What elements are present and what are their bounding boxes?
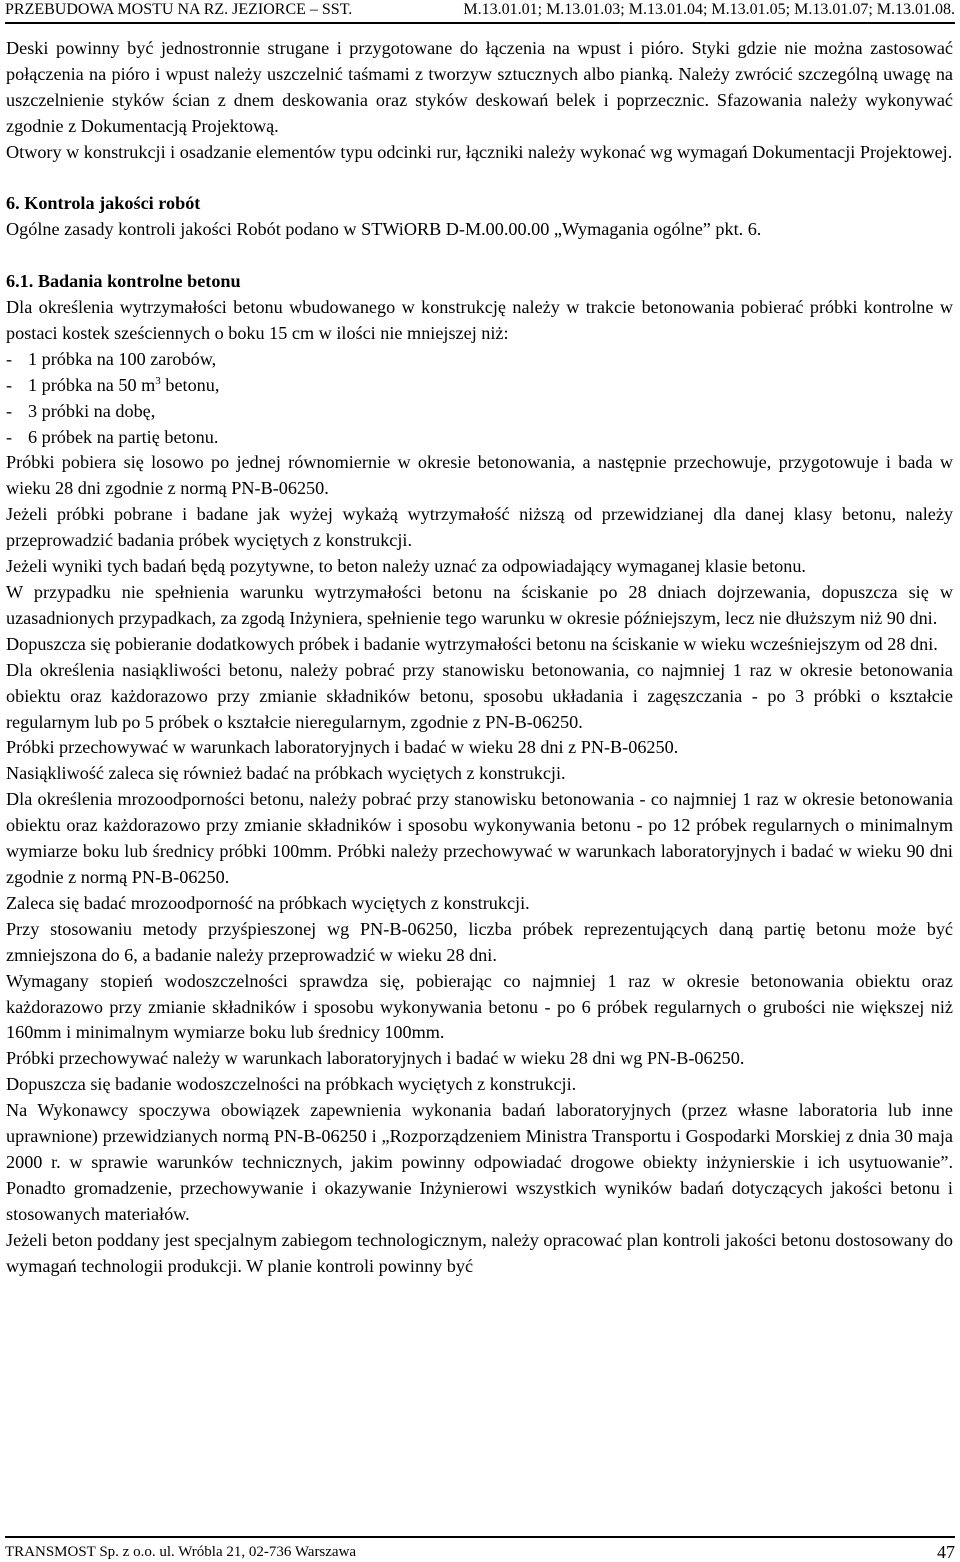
spacer — [6, 166, 953, 192]
section-6-text: Ogólne zasady kontroli jakości Robót podano w STWiORB D-M.00.00.00 „Wymagania ogólne” pkt. 6. — [6, 219, 762, 240]
paragraph: Dla określenia mrozoodporności betonu, należy pobrać przy stanowisku betonowania - co najmniej 1 raz w okresie betonowania obiektu oraz każdorazowo przy zmianie składników i sposobu wykonywania betonu - po 12 próbek regularnych o minimalnym wymiarze boku lub średnicy próbki 100mm. Próbki należy przechowywać w warunkach laboratoryjnych i badać w wieku 90 dni zgodnie z normą PN-B-06250. — [6, 789, 953, 887]
paragraph: Próbki pobiera się losowo po jednej równomiernie w okresie betonowania, a następnie przechowuje, przygotowuje i bada w wieku 28 dni zgodnie z normą PN-B-06250. — [6, 452, 953, 499]
list-item-text: 3 próbki na dobę, — [28, 400, 156, 421]
paragraph: Jeżeli wyniki tych badań będą pozytywne, to beton należy uznać za odpowiadający wymaganej klasie betonu. — [6, 556, 806, 577]
paragraph: Na Wykonawcy spoczywa obowiązek zapewnienia wykonania badań laboratoryjnych (przez własne laboratoria lub inne uprawnione) przewidzianych normą PN-B-06250 i „Rozporządzeniem Ministra Transportu i Gospodarki Morskiej z dnia 30 maja 2000 r. w sprawie warunków technicznych, jakim powinny odpowiadać drogowe obiekty inżynierskie i ich usytuowanie”. Ponadto gromadzenie, przechowywanie i okazywanie Inżynierowi wszystkich wyników badań dotyczących jakości betonu i stosowanych materiałów. — [6, 1100, 953, 1224]
header-title: PRZEBUDOWA MOSTU NA RZ. JEZIORCE – SST. — [5, 1, 353, 18]
paragraph: Próbki przechowywać w warunkach laboratoryjnych i badać w wieku 28 dni z PN-B-06250. — [6, 737, 679, 758]
list-dash: - — [6, 348, 13, 369]
page-number: 47 — [937, 1542, 955, 1562]
section-6-title: 6. Kontrola jakości robót — [6, 193, 201, 214]
paragraph: Dla określenia nasiąkliwości betonu, należy pobrać przy stanowisku betonowania, co najmniej 1 raz w okresie betonowania obiektu oraz każdorazowo przy zmianie składników betonu, sposobu układania i zagęszczania - po 3 próbki o kształcie regularnym lub po 5 próbek o kształcie nieregularnym, zgodnie z PN-B-06250. — [6, 659, 953, 732]
paragraph: Przy stosowaniu metody przyśpieszonej wg PN-B-06250, liczba próbek reprezentujących daną partię betonu może być zmniejszona do 6, a badanie należy przeprowadzić w wieku 28 dni. — [6, 918, 953, 965]
list-item-text: 1 próbka na 100 zarobów, — [28, 348, 217, 369]
list-item-text-part: betonu, — [160, 374, 220, 395]
paragraph: Dopuszcza się badanie wodoszczelności na próbkach wyciętych z konstrukcji. — [6, 1074, 577, 1095]
page-header — [5, 0, 955, 24]
paragraph: Jeżeli beton poddany jest specjalnym zabiegom technologicznym, należy opracować plan kontroli jakości betonu dostosowany do wymagań technologii produkcji. W planie kontroli powinny być — [6, 1229, 953, 1276]
paragraph: Jeżeli próbki pobrane i badane jak wyżej wykażą wytrzymałość niższą od przewidzianej dla danej klasy betonu, należy przeprowadzić badania próbek wyciętych z konstrukcji. — [6, 504, 953, 551]
list-item-text — [28, 373, 219, 399]
list-item — [6, 347, 953, 373]
list-item — [6, 373, 953, 399]
paragraph: Zaleca się badać mrozoodporność na próbkach wyciętych z konstrukcji. — [6, 892, 530, 913]
page-content — [6, 36, 953, 1279]
paragraph: Próbki przechowywać należy w warunkach laboratoryjnych i badać w wieku 28 dni wg PN-B-06250. — [6, 1048, 745, 1069]
spacer — [6, 243, 953, 269]
superscript: 3 — [155, 374, 161, 387]
list-dash: - — [6, 374, 13, 395]
paragraph: Nasiąkliwość zaleca się również badać na próbkach wyciętych z konstrukcji. — [6, 763, 566, 784]
section-6-1-title: 6.1. Badania kontrolne betonu — [6, 271, 241, 292]
list-dash: - — [6, 400, 13, 421]
list-item — [6, 425, 953, 451]
page-footer — [5, 1536, 955, 1562]
paragraph-openings: Otwory w konstrukcji i osadzanie elementów typu odcinki rur, łączniki należy wykonać wg wymagań Dokumentacji Projektowej. — [6, 141, 953, 162]
paragraph: Wymagany stopień wodoszczelności sprawdza się, pobierając co najmniej 1 raz w okresie betonowania obiektu oraz każdorazowo przy zmianie składników i sposobu wykonywania betonu - po 6 próbek regularnych o grubości nie większej niż 160mm i minimalnym wymiarze boku lub średnicy 100mm. — [6, 970, 953, 1043]
header-spec-codes: M.13.01.01; M.13.01.03; M.13.01.04; M.13.01.05; M.13.01.07; M.13.01.08. — [463, 1, 955, 18]
list-item — [6, 399, 953, 425]
section-6-1-lead: Dla określenia wytrzymałości betonu wbudowanego w konstrukcję należy w trakcie betonowania pobierać próbki kontrolne w postaci kostek sześciennych o boku 15 cm w ilości nie mniejszej niż: — [6, 297, 953, 343]
list-dash: - — [6, 426, 13, 447]
list-item-text-part: 1 próbka na 50 m — [28, 374, 156, 395]
paragraph: Dopuszcza się pobieranie dodatkowych próbek i badanie wytrzymałości betonu na ściskanie w wieku wcześniejszym od 28 dni. — [6, 633, 938, 654]
paragraph: W przypadku nie spełnienia warunku wytrzymałości betonu na ściskanie po 28 dniach dojrzewania, dopuszcza się w uzasadnionych przypadkach, za zgodą Inżyniera, spełnienie tego warunku w okresie późniejszym, lecz nie dłuższym niż 90 dni. — [6, 582, 953, 628]
paragraph-formwork: Deski powinny być jednostronnie strugane i przygotowane do łączenia na wpust i pióro. Styki gdzie nie można zastosować połączenia na pióro i wpust należy uszczelnić taśmami z tworzyw sztucznych albo pianką. Należy zwrócić szczególną uwagę na uszczelnienie styków ścian z dnem deskowania oraz styków deskowań belek i poprzecznic. Sfazowania należy wykonywać zgodnie z Dokumentacją Projektową. — [6, 38, 953, 136]
footer-company-address: TRANSMOST Sp. z o.o. ul. Wróbla 21, 02-736 Warszawa — [5, 1544, 357, 1560]
list-item-text: 6 próbek na partię betonu. — [28, 426, 219, 447]
